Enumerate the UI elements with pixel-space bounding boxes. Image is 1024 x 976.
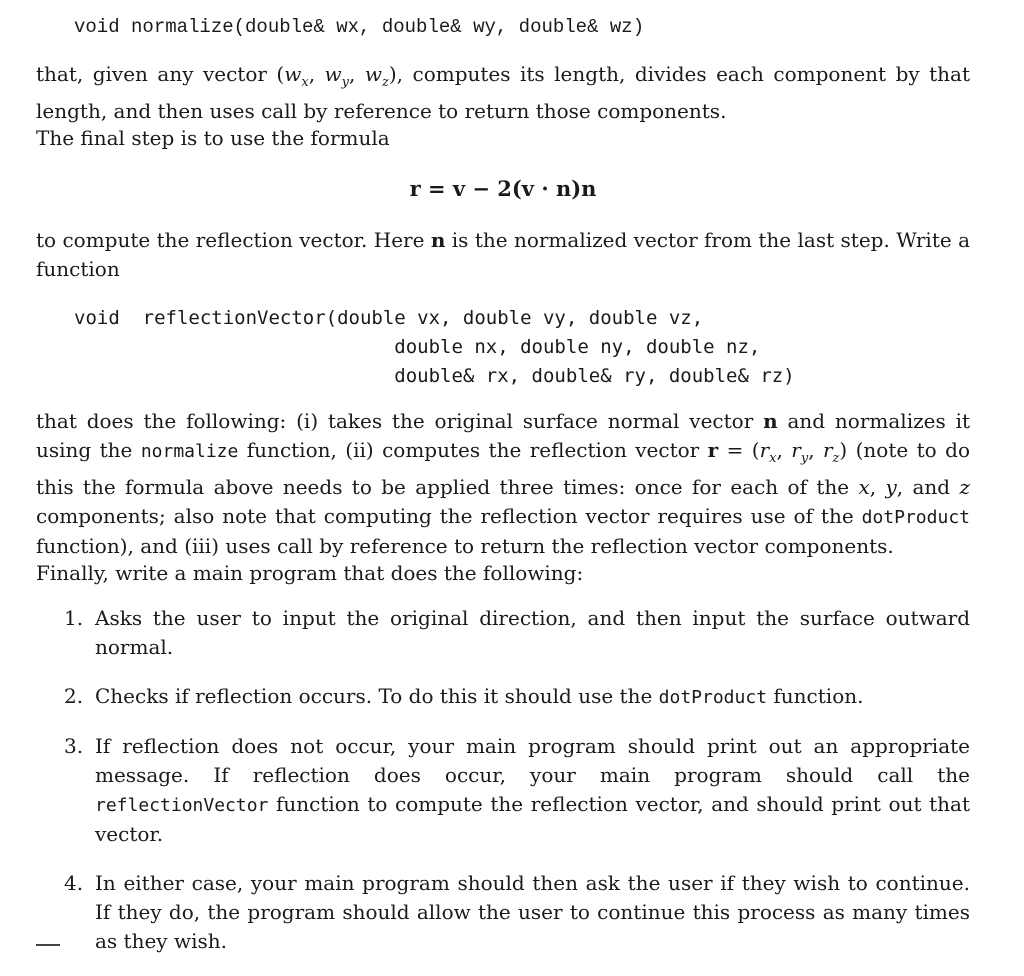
reflection-intro: to compute the reflection vector. Here n is the normalized vector from the last step. Write a function (36, 228, 970, 281)
list-item: 1. Asks the user to input the original direction, and then input the surface outward normal. (64, 606, 970, 659)
reflection-formula: r = v − 2(v · n)n (409, 176, 597, 201)
normalize-description: that, given any vector ($w_x$, $w_y$, $w_z$), computes its length, divides each component by that length, and then uses call by reference to return those components. (36, 62, 971, 123)
formula-intro: The final step is to use the formula (36, 126, 390, 150)
requirements-list (36, 604, 970, 976)
main-program-intro: Finally, write a main program that does the following: (36, 561, 584, 585)
list-item: 3. If reflection does not occur, your main program should print out an appropriate message. If reflection does occur, your main program should call the reflectionVector function to compute the reflection vector, and should print out that vector. (64, 734, 970, 846)
page-footer-rule (36, 944, 60, 946)
reflection-vector-signature: void reflectionVector(double vx, double vy, double vz, double nx, double ny, double nz, double& rx, double& ry, double& rz) (74, 307, 795, 387)
list-item: 4. In either case, your main program should then ask the user if they wish to continue. If they do, the program should allow the user to continue this process as many times as they wish. (64, 871, 970, 953)
normalize-signature: void normalize(double& wx, double& wy, double& wz) (74, 16, 645, 38)
reflection-description: that does the following: (i) takes the original surface normal vector n and normalizes it using the normalize function, (ii) computes the reflection vector $r = (r_x$, $r_y$, $r_z$) (note to do this the formula above needs to be applied three times: once for each of the x, y, and z components; also note that computing the reflection vector requires use of the dotProduct function), and (iii) uses call by reference to return the reflection vector components. (36, 409, 970, 558)
list-item: 2. Checks if reflection occurs. To do this it should use the dotProduct function. (64, 684, 864, 708)
